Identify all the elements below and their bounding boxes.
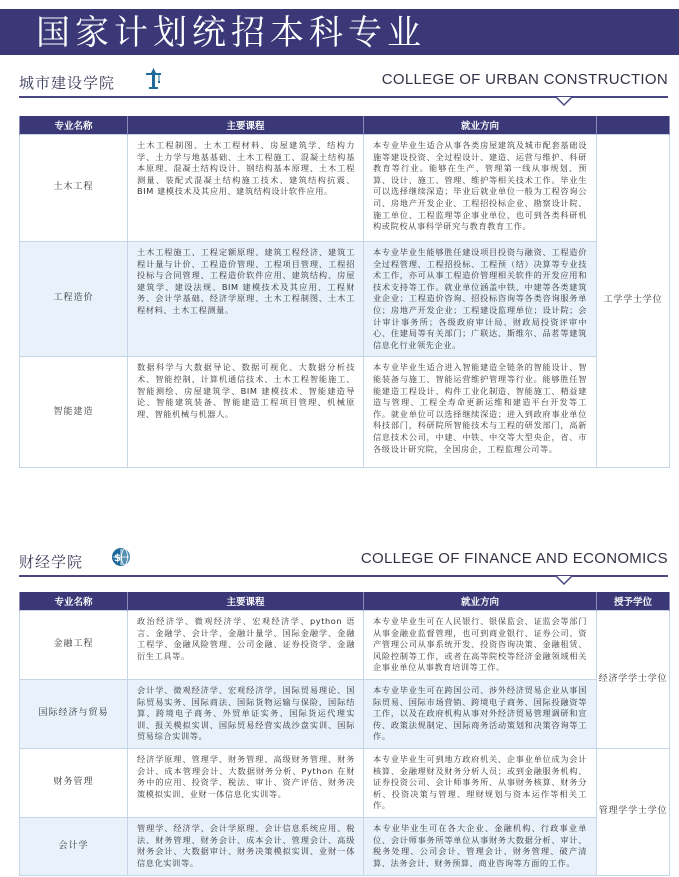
header-major-name: 专业名称 — [20, 116, 128, 135]
section-title-en: COLLEGE OF URBAN CONSTRUCTION — [381, 71, 668, 88]
major-careers: 本专业毕业生适合进入智能建造全链条的智能设计、智能装备与施工、智能运营维护管理等行业。能够胜任智能建造工程设计、构件工业化制造、智能施工、精益建造与管理、工程全寿命更新运维和建造平台开发等工作。就业单位可以选择继续深造；进入到政府事业单位科技部门，科研院所智能技术与工程的研发部门，高新信息技术公司，中建、中铁、中交等大型央企，省、市各级设计研究院，全国房企，工程监理公司等。 — [364, 357, 597, 468]
degree-cell: 管理学学士学位 — [597, 748, 670, 875]
major-courses: 经济学原理、管理学、财务管理、高级财务管理、财务会计、成本管理会计、大数据财务分析、Python 在财务中的应用、投资学、税法、审计、资产评估、财务决策模拟实训、业财一体信息化实训等。 — [128, 748, 364, 817]
degree-cell: 经济学学士学位 — [597, 611, 670, 749]
header-major-name: 专业名称 — [20, 592, 128, 611]
urban-construction-majors-table — [19, 116, 670, 468]
header-degree — [597, 116, 670, 135]
major-courses: 管理学、经济学、会计学原理、会计信息系统应用、税法、财务管理、财务会计、成本会计、管理会计、高级财务会计、大数据审计、财务决策模拟实训、业财一体信息化实训等。 — [128, 817, 364, 875]
section-title-cn: 财经学院 — [19, 553, 84, 571]
header-careers: 就业方向 — [364, 116, 597, 135]
table-header-row — [20, 116, 670, 135]
major-name: 工程造价 — [20, 242, 128, 357]
major-careers: 本专业毕业生能够胜任建设项目投资与融资、工程造价全过程管理、工程招投标、工程预（结）决算等专业技术工作，亦可从事工程造价管理相关软件的开发应用和技术支持等工作。就业单位涵盖中铁、中建等各类建筑业企业；工程造价咨询、招投标咨询等各类咨询服务单位；房地产开发企业；工程建设监理单位；设计院；会计审计事务所；各级政府审计局、财政局投资评审中心、住建局等有关部门；广联达、斯维尔、品茗等建筑信息化行业领先企业。 — [364, 242, 597, 357]
major-courses: 会计学、微观经济学、宏观经济学，国际贸易理论、国际贸易实务、国际商法、国际货物运输与保险，国际结算、跨境电子商务、外贸单证实务、国际货运代理实训、报关模拟实训、国际贸易经营实战沙盘实训、国际贸易综合实训等。 — [128, 679, 364, 748]
major-courses: 土木工程施工、工程定额原理、建筑工程经济、建筑工程计量与计价、工程造价管理、工程项目管理、工程招投标与合同管理、工程造价软件应用、建筑结构、房屋建筑学、建设法规、BIM 建模技术及其应用、工程财务、会计学基础、经济学原理、土木工程制图、土木工程材料、土木工程测量。 — [128, 242, 364, 357]
major-careers: 本专业毕业生可在各大企业、金融机构、行政事业单位、会计师事务所等单位从事财务大数据分析、审计、税务处理、公司会计、管理会计、财务管理、破产清算、法务会计、财务预算、商业咨询等方面的工作。 — [364, 817, 597, 875]
section-header-urban-construction — [19, 66, 668, 106]
table-row — [20, 357, 670, 468]
section-title-en: COLLEGE OF FINANCE AND ECONOMICS — [360, 550, 668, 567]
major-name: 会计学 — [20, 817, 128, 875]
major-name: 智能建造 — [20, 357, 128, 468]
chevron-down-icon — [555, 97, 573, 107]
table-row — [20, 242, 670, 357]
crane-icon — [144, 68, 164, 88]
major-name: 金融工程 — [20, 611, 128, 680]
table-row — [20, 748, 670, 817]
finance-economics-majors-table — [19, 592, 670, 876]
section-title-cn: 城市建设学院 — [19, 74, 116, 92]
major-name: 财务管理 — [20, 748, 128, 817]
table-row — [20, 135, 670, 242]
dollar-globe-icon — [111, 547, 131, 567]
table-header-row — [20, 592, 670, 611]
major-courses: 数据科学与大数据导论、数据可视化、大数据分析技术、智能控制、计算机通信技术、土木工程智能施工、智能测绘、房屋建筑学、BIM 建模技术、智能建造导论、智能建筑装备、智能建造工程项目管理、机械原理、智能机械与机器人。 — [128, 357, 364, 468]
major-careers: 本专业毕业生可到地方政府机关、企事业单位成为会计核算、金融理财及财务分析人员；或到金融服务机构、证券投资公司、会计师事务所、从事财务核算、财务分析、投资决策与管理、理财规划与资本运作等相关工作。 — [364, 748, 597, 817]
chevron-down-icon — [555, 576, 573, 586]
degree-cell: 工学学士学位 — [597, 135, 670, 468]
table-row — [20, 611, 670, 680]
table-row — [20, 679, 670, 748]
header-careers: 就业方向 — [364, 592, 597, 611]
major-courses: 政治经济学、微观经济学、宏观经济学、python 语言、金融学、会计学、金融计量学、国际金融学、金融工程学、金融风险管理、公司金融、证券投资学、金融衍生工具等。 — [128, 611, 364, 680]
header-degree: 授予学位 — [597, 592, 670, 611]
header-courses: 主要课程 — [128, 592, 364, 611]
svg-text:$: $ — [114, 553, 121, 564]
major-careers: 本专业毕业生适合从事各类房屋建筑及城市配套基础设施等建设投资、全过程设计、建造、运营与维护、科研教育等行业。能够在生产、管理第一线从事规划、预算、设计、施工、管理、维护等相关技术工作。毕业生可以选择继续深造；毕业后就业单位一般为工程咨询公司、房地产开发企业、工程招投标企业、勘察设计院、施工单位、工程监理等企事业单位，也可到各类科研机构或院校从事科学研究与教育教育工作。 — [364, 135, 597, 242]
major-name: 国际经济与贸易 — [20, 679, 128, 748]
major-name: 土木工程 — [20, 135, 128, 242]
page-title: 国家计划统招本科专业 — [36, 13, 426, 53]
table-row — [20, 817, 670, 875]
header-courses: 主要课程 — [128, 116, 364, 135]
major-careers: 本专业毕业生可在跨国公司、涉外经济贸易企业从事国际贸易、国际市场营销、跨境电子商务、国际投融资等工作，以及在政府机构从事对外经济贸易管理调研和宣传、政策法规制定、国际商务活动策划和决策咨询等工作。 — [364, 679, 597, 748]
major-courses: 土木工程制图、土木工程材料、房屋建筑学、结构力学、土力学与地基基础、土木工程施工、混凝土结构基本原理、混凝土结构设计、钢结构基本原理、土木工程测量、装配式混凝土结构施工技术、建筑结构抗震、BIM 建模技术及其应用、建筑结构设计软件应用。 — [128, 135, 364, 242]
page-banner — [0, 9, 679, 55]
section-header-finance-economics — [19, 545, 668, 585]
major-careers: 本专业毕业生可在人民银行、银保监会、证监会等部门从事金融业监督管理，也可到商业银行、证券公司、资产管理公司从事系统开发、投资咨询决策、金融租赁、风险控制等工作，或者在高等院校等经济金融领域相关企事业单位从事教育培训等工作。 — [364, 611, 597, 680]
